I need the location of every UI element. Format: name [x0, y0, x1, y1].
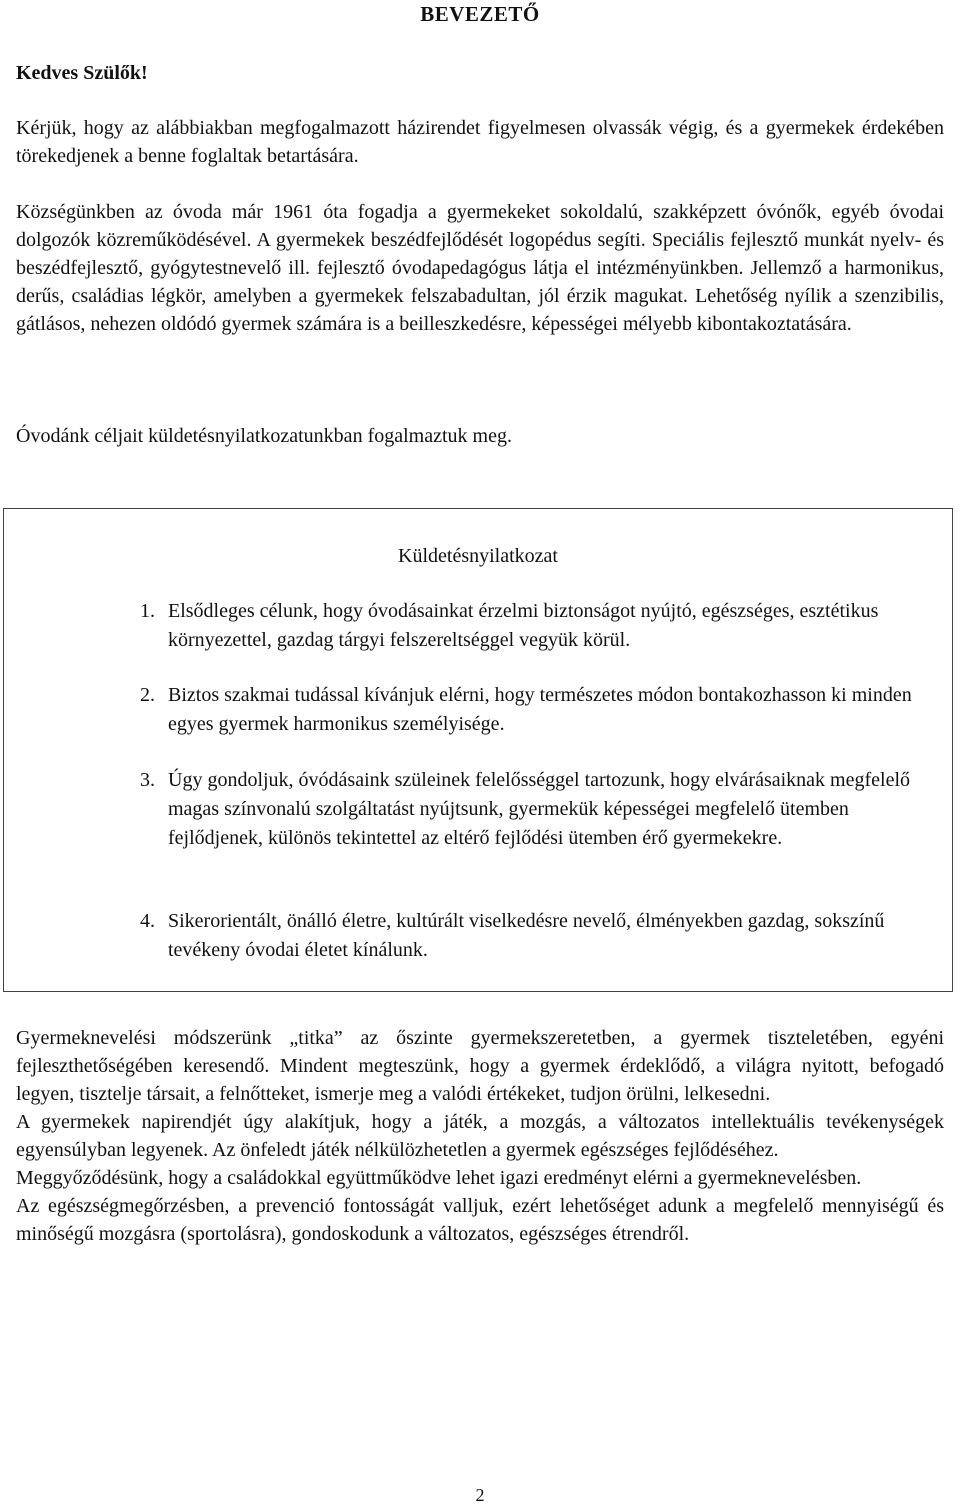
mission-item — [140, 681, 930, 739]
closing-paragraph: Az egészségmegőrzésben, a prevenció fontosságát valljuk, ezért lehetőséget adunk a megfelelő mennyiségű és minőségű mozgásra (sportolásra), gondoskodunk a változatos, egészséges étrendről. — [16, 1195, 944, 1245]
mission-item-number: 3. — [140, 769, 155, 791]
history-paragraph-text: Községünkben az óvoda már 1961 óta fogadja a gyermekeket sokoldalú, szakképzett óvónők, egyéb óvodai dolgozók közreműködésével. A gyermekek beszédfejlődését logopédus segíti. Speciális fejlesztő munkát nyelv- és beszédfejlesztő, gyógytestnevelő ill. fejlesztő óvodapedagógus látja el intézményünkben. Jellemző a harmonikus, derűs, családias légkör, amelyben a gyermekek felszabadultan, jól érzik magukat. Lehetőség nyílik a szenzibilis, gátlásos, nehezen oldódó gyermek számára is a beilleszkedésre, képességei mélyebb kibontakoztatására. — [16, 201, 944, 335]
closing-paragraph: Gyermeknevelési módszerünk „titka” az őszinte gyermekszeretetben, a gyermek tiszteletében, egyéni fejleszthetőségében keresendő. Mindent megteszünk, hogy a gyermek érdeklődő, a világra nyitott, befogadó legyen, tisztelje társait, a felnőtteket, ismerje meg a valódi értékeket, tudjon örülni, lelkesedni. — [16, 1027, 944, 1105]
mission-item — [140, 597, 930, 655]
mission-statement-box — [3, 508, 953, 992]
mission-item-number: 1. — [140, 600, 155, 622]
closing-section — [16, 1024, 944, 1248]
mission-item — [140, 907, 930, 965]
page-title: BEVEZETŐ — [420, 2, 540, 26]
mission-item-text: Elsődleges célunk, hogy óvodásainkat érzelmi biztonságot nyújtó, egészséges, esztétikus környezettel, gazdag tárgyi felszereltséggel vegyük körül. — [168, 600, 879, 651]
closing-paragraph: Meggyőződésünk, hogy a családokkal együttműködve lehet igazi eredményt elérni a gyermeknevelésben. — [16, 1167, 862, 1189]
mission-item-text: Biztos szakmai tudással kívánjuk elérni, hogy természetes módon bontakozhasson ki minden egyes gyermek harmonikus személyisége. — [168, 684, 912, 735]
mission-title: Küldetésnyilatkozat — [398, 545, 558, 567]
mission-item-number: 4. — [140, 910, 155, 932]
mission-item-text: Úgy gondoljuk, óvódásaink szüleinek felelősséggel tartozunk, hogy elvárásaiknak megfelelő magas színvonalú szolgáltatást nyújtsunk, gyermekük képességei megfelelő ütemben fejlődjenek, különös tekintettel az eltérő fejlődési ütemben érő gyermekekre. — [168, 769, 911, 849]
closing-paragraph: A gyermekek napirendjét úgy alakítjuk, hogy a játék, a mozgás, a változatos intellektuális tevékenységek egyensúlyban legyenek. Az önfeledt játék nélkülözhetetlen a gyermek egészséges fejlődéséhez. — [16, 1111, 944, 1161]
mission-item-number: 2. — [140, 684, 155, 706]
salutation: Kedves Szülők! — [16, 62, 148, 84]
intro-paragraph — [16, 114, 944, 170]
goals-paragraph-text: Óvodánk céljait küldetésnyilatkozatunkban fogalmaztuk meg. — [16, 425, 512, 447]
mission-item-text: Sikerorientált, önálló életre, kultúrált viselkedésre nevelő, élményekben gazdag, sokszínű tevékeny óvodai életet kínálunk. — [168, 910, 885, 961]
mission-item — [140, 766, 930, 853]
intro-paragraph-text: Kérjük, hogy az alábbiakban megfogalmazott házirendet figyelmesen olvassák végig, és a gyermekek érdekében törekedjenek a benne foglaltak betartására. — [16, 117, 944, 167]
goals-paragraph — [16, 422, 944, 450]
page-number: 2 — [475, 1485, 485, 1505]
history-paragraph — [16, 198, 944, 338]
